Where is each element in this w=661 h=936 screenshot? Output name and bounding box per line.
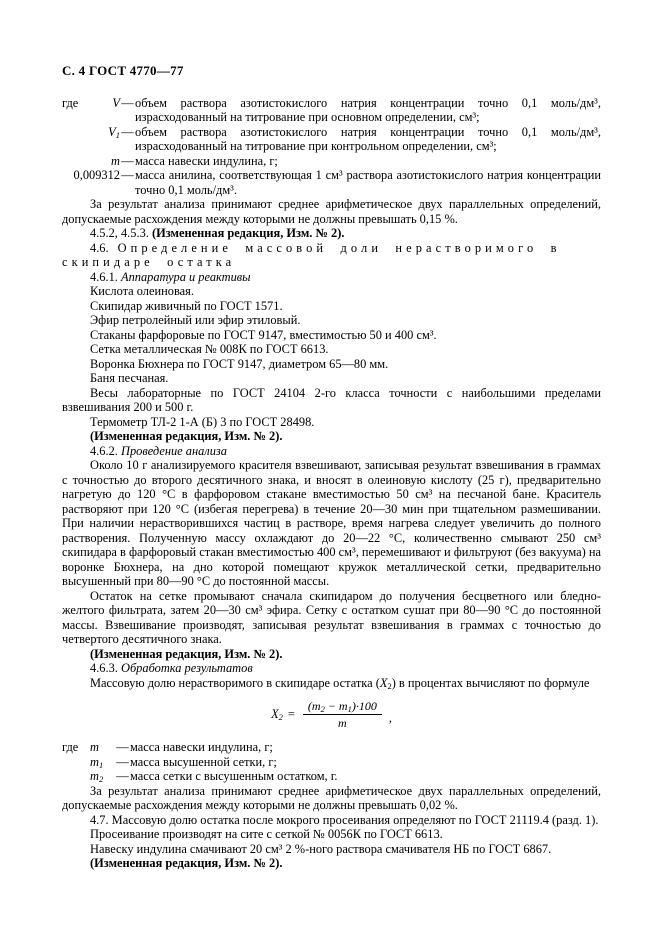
paragraph-formula-intro: Массовую долю нерастворимого в скипидаре остатка $(X_2)$ в процентах вычисляют по формуле: [90, 675, 590, 691]
where-label: где: [62, 95, 79, 110]
definition-row: [62, 755, 601, 770]
where-definitions-mass: [62, 740, 601, 784]
paragraph-wetting: Навеску индулина смачивают 20 см³ 2 %-ного раствора смачивателя НБ по ГОСТ 6867.: [90, 841, 552, 856]
apparatus-item: Кислота олеиновая.: [90, 284, 194, 298]
definition-term: $m_1$: [90, 754, 104, 770]
definition-term: 0,009312: [73, 168, 120, 182]
formula-lhs: $X_2$: [271, 707, 283, 723]
apparatus-item: Баня песчаная.: [90, 371, 169, 385]
definition-text: масса навески индулина, г;: [135, 153, 278, 168]
paragraph-procedure: Около 10 г анализируемого красителя взвешивают, записывая результат взвешивания в граммах с точностью до второго десятичного знака, и вносят в олеиновую кислоту (25 г), предварительно нагретую до 120 °С в фарфоровом стакане вместимостью 50 см³ на песчаной бане. Краситель растворяют при 120 °С (избегая перегрева) в течение 20—30 мин при тщательном размешивании. При наличии нерастворившихся частиц в растворе, время нагрева следует увеличить до полного растворения. Полученную массу охлаждают до 20—22 °С, количественно смывают 250 см³ скипидара в фарфоровый стакан вместимостью 400 см³, перемешивают и фильтруют (без вакуума) на воронке Бюхнера, на дно которой помещают кружок металлической сетки, предварительно высушенный при 80—90 °С до постоянной массы.: [62, 458, 601, 588]
definition-row: [62, 740, 601, 755]
section-4-6-3-heading: [62, 661, 601, 676]
variable-x2: X: [379, 675, 388, 690]
section-4-5-2-amended: [62, 226, 601, 241]
definition-term: m: [90, 740, 99, 754]
definition-term: m: [111, 153, 120, 168]
dash: —: [121, 124, 134, 139]
definition-row: [62, 154, 601, 169]
section-4-6-heading: [62, 241, 601, 270]
definition-text: масса анилина, соответствующая 1 см³ раствора азотистокислого натрия концентрации точно 0,1 моль/дм³.: [135, 168, 601, 197]
amended-note: (Измененная редакция, Изм. № 2).: [151, 226, 345, 240]
dash: —: [116, 740, 129, 754]
dash: —: [116, 769, 129, 783]
apparatus-item: Скипидар живичный по ГОСТ 1571.: [90, 298, 283, 313]
section-title: Аппаратура и реактивы: [121, 269, 251, 284]
definition-row: [62, 769, 601, 784]
paragraph-sieving: Просеивание производят на сите с сеткой № 0056К по ГОСТ 6613.: [90, 827, 443, 841]
definition-row: [62, 168, 601, 197]
section-numbers: 4.5.2, 4.5.3.: [90, 226, 149, 240]
apparatus-item: Стаканы фарфоровые по ГОСТ 9147, вместимостью 50 и 400 см³.: [90, 327, 437, 342]
formula-comma: ,: [388, 711, 392, 726]
definition-text: масса высушенной сетки, г;: [130, 754, 277, 769]
dash: —: [121, 168, 134, 182]
formula-x2: [62, 699, 601, 730]
amended-note: (Измененная редакция, Изм. № 2).: [90, 646, 283, 661]
definition-term: V: [112, 95, 120, 110]
fraction-denominator: m: [338, 716, 347, 730]
section-4-6-1-heading: [62, 270, 601, 285]
section-4-7: 4.7. Массовую долю остатка после мокрого просеивания определяют по ГОСТ 21119.4 (разд. 1).: [90, 812, 599, 827]
section-title: Проведение анализа: [121, 443, 227, 458]
section-title: Определение массовой доли нерастворимого в скипидаре остатка: [62, 240, 561, 269]
definition-row: [62, 96, 601, 125]
paragraph-analysis-result-1: За результат анализа принимают среднее арифметическое двух параллельных определений, допускаемые расхождения между которыми не должны превышать 0,15 %.: [62, 197, 601, 226]
fraction-numerator: $(m_2 - m_1)\cdot 100$: [303, 699, 382, 715]
dash: —: [121, 153, 134, 168]
definition-text: объем раствора азотистокислого натрия концентрации точно 0,1 моль/дм³, израсходованный на титрование при контрольном определении, см³;: [135, 124, 601, 153]
dash: —: [121, 95, 134, 110]
section-number: 4.6.3.: [90, 661, 118, 675]
section-number: 4.6.2.: [90, 443, 118, 458]
definition-text: масса сетки с высушенным остатком, г.: [130, 769, 338, 783]
section-4-6-2-heading: [62, 444, 601, 459]
amended-note: (Измененная редакция, Изм. № 2).: [90, 429, 283, 443]
apparatus-item: Эфир петролейный или эфир этиловый.: [90, 313, 301, 327]
definition-term: $m_2$: [90, 769, 104, 784]
dash: —: [116, 754, 129, 769]
apparatus-item: Весы лабораторные по ГОСТ 24104 2-го класса точности с наибольшими пределами взвешивания 200 и 500 г.: [62, 385, 601, 414]
equals-sign: =: [287, 707, 295, 722]
apparatus-item: Воронка Бюхнера по ГОСТ 9147, диаметром 65—80 мм.: [90, 356, 389, 371]
definition-text: масса навески индулина, г;: [130, 740, 273, 754]
where-definitions-volume: [62, 96, 601, 198]
fraction: [303, 699, 382, 730]
definition-text: объем раствора азотистокислого натрия концентрации точно 0,1 моль/дм³, израсходованный на титрование при основном определении, см³;: [135, 95, 601, 124]
section-title: Обработка результатов: [121, 661, 253, 675]
section-number: 4.6.1.: [90, 269, 118, 284]
where-label: где: [62, 740, 79, 754]
apparatus-item: Термометр ТЛ-2 1-А (Б) 3 по ГОСТ 28498.: [90, 414, 315, 429]
paragraph-analysis-result-2: За результат анализа принимают среднее арифметическое двух параллельных определений, допускаемые расхождения между которыми не должны превышать 0,02 %.: [62, 783, 601, 812]
definition-term: $V_1$: [108, 124, 120, 140]
section-number: 4.6.: [90, 240, 109, 255]
amended-note: (Измененная редакция, Изм. № 2).: [90, 856, 283, 870]
apparatus-item: Сетка металлическая № 008К по ГОСТ 6613.: [90, 342, 329, 356]
page-header: С. 4 ГОСТ 4770—77: [62, 63, 184, 78]
paragraph-residue-wash: Остаток на сетке промывают сначала скипидаром до получения бесцветного или бледно-желтого фильтрата, затем 20—30 см³ эфира. Сетку с остатком сушат при 80—90 °С до постоянной массы. Взвешивание производят, записывая результат взвешивания в граммах с точностью до четвертого десятичного знака.: [62, 588, 601, 646]
definition-row: [62, 125, 601, 154]
